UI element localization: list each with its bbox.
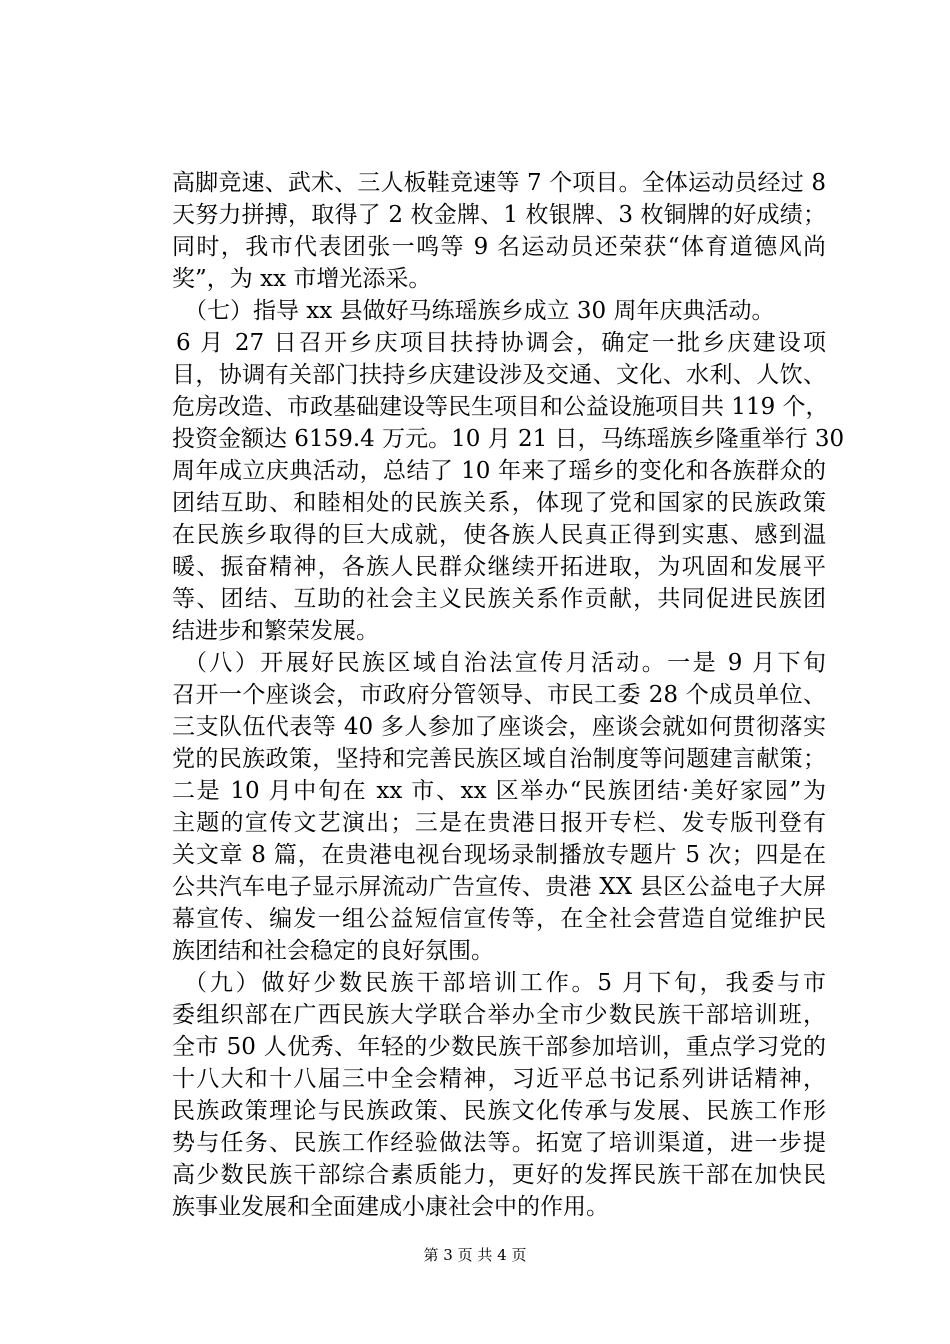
text-line: 民族政策理论与民族政策、民族文化传承与发展、民族工作形 [172,1098,826,1124]
text-line: 十八大和十八届三中全会精神，习近平总书记系列讲话精神， [172,1066,826,1092]
text-line: 结进步和繁荣发展。 [172,618,379,644]
text-line: 族事业发展和全面建成小康社会中的作用。 [172,1194,609,1220]
text-line: 全市 50 人优秀、年轻的少数民族干部参加培训，重点学习党的 [172,1034,826,1060]
text-line: 族团结和社会稳定的良好氛围。 [172,938,494,964]
text-line: 公共汽车电子显示屏流动广告宣传、贵港 XX 县区公益电子大屏 [172,874,826,900]
text-line: 天努力拼搏，取得了 2 枚金牌、1 枚银牌、3 枚铜牌的好成绩； [172,202,826,228]
text-line: 投资金额达 6159.4 万元。10 月 21 日，马练瑶族乡隆重举行 30 [172,426,845,452]
text-line: 6 月 27 日召开乡庆项目扶持协调会，确定一批乡庆建设项 [176,330,826,356]
text-line: 等、团结、互助的社会主义民族关系作贡献，共同促进民族团 [172,586,826,612]
text-line: 危房改造、市政基础建设等民生项目和公益设施项目共 119 个， [172,394,829,420]
text-line: 关文章 8 篇，在贵港电视台现场录制播放专题片 5 次；四是在 [172,842,826,868]
text-line: 周年成立庆典活动，总结了 10 年来了瑶乡的变化和各族群众的 [172,458,826,484]
text-line: 暖、振奋精神，各族人民群众继续开拓进取，为巩固和发展平 [172,554,826,580]
text-line: 召开一个座谈会，市政府分管领导、市民工委 28 个成员单位、 [172,682,826,708]
text-line: 在民族乡取得的巨大成就，使各族人民真正得到实惠、感到温 [172,522,826,548]
text-line: 三支队伍代表等 40 多人参加了座谈会，座谈会就如何贯彻落实 [172,714,826,740]
section-heading: （七）指导 xx 县做好马练瑶族乡成立 30 周年庆典活动。 [184,298,775,324]
text-line: 同时，我市代表团张一鸣等 9 名运动员还荣获“体育道德风尚 [172,234,826,260]
text-line: 高脚竞速、武术、三人板鞋竞速等 7 个项目。全体运动员经过 8 [172,170,826,196]
text-line: 主题的宣传文艺演出；三是在贵港日报开专栏、发专版刊登有 [172,810,826,836]
text-line: 幕宣传、编发一组公益短信宣传等，在全社会营造自觉维护民 [172,906,826,932]
text-line: 党的民族政策，坚持和完善民族区域自治制度等问题建言献策； [172,746,826,772]
page-number: 第 3 页 共 4 页 [423,1246,527,1264]
section-heading: （八）开展好民族区域自治法宣传月活动。一是 9 月下旬 [184,650,826,676]
text-line: 二是 10 月中旬在 xx 市、xx 区举办“民族团结·美好家园”为 [172,778,826,804]
text-line: 奖”，为 xx 市增光添采。 [172,266,432,292]
text-line: 高少数民族干部综合素质能力，更好的发挥民族干部在加快民 [172,1162,826,1188]
text-line: 目，协调有关部门扶持乡庆建设涉及交通、文化、水利、人饮、 [172,362,826,388]
text-line: 势与任务、民族工作经验做法等。拓宽了培训渠道，进一步提 [172,1130,826,1156]
text-line: 团结互助、和睦相处的民族关系，体现了党和国家的民族政策 [172,490,826,516]
text-line: 委组织部在广西民族大学联合举办全市少数民族干部培训班， [172,1002,826,1028]
section-heading: （九）做好少数民族干部培训工作。5 月下旬，我委与市 [184,970,826,996]
